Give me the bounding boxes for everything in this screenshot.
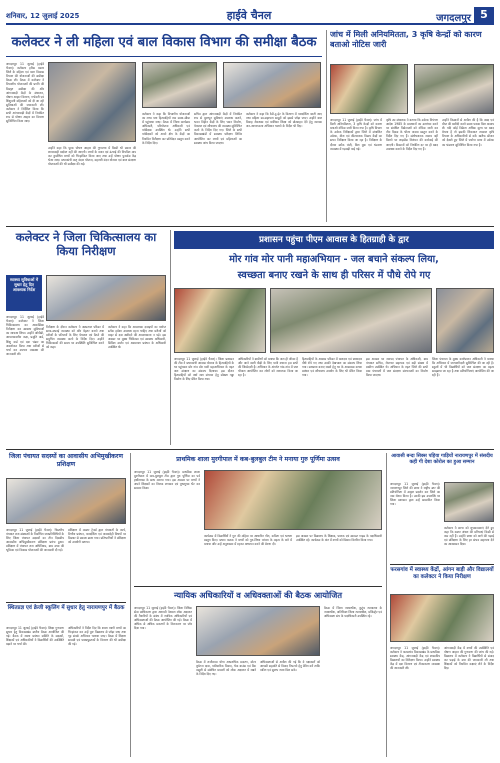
- s8-col3: अधिवक्ताओं से अपील की गई कि वे पक्षकारों को आपसी सहमति से विवाद निपटाने हेतु प्रेरित करें ताकि त्वरित एवं सुलभ न्याय मिल सके।: [260, 660, 320, 673]
- s7-col1: जगदलपुर 11 जुलाई (हाईवे चैनल)। शिक्षा गुणवत्ता सुधार हेतु विकासखंड स्तरीय बैठक आयोजित की गई। बैठक में शाला प्रबंधन समिति के सदस्यों, शिक्षकों एवं अधिकारियों ने विद्यार्थियों की उपस्थिति बढ़ाने पर चर्चा की।: [6, 626, 64, 647]
- s10-photo-inspection: [390, 594, 494, 642]
- column-divider: [170, 230, 171, 445]
- masthead: [6, 7, 494, 25]
- s6-col2: कार्यक्रम में विद्यार्थियों ने गुरु की महिमा पर आधारित गीत, कविता एवं भाषण प्रस्तुत किए। प्रधान पाठक ने बच्चों को गुरु-शिष्य परंपरा के महत्व के बारे में बताया और उन्हें अनुशासन में रहकर अध्ययन करने की प्रेरणा दी।: [204, 534, 292, 547]
- s8-headline: न्यायिक अधिकारियों व अधिवक्ताओं की बैठक आयोजित: [134, 586, 382, 602]
- column-divider: [130, 453, 131, 757]
- s4-col3: हितग्राहियों के आवास परिसर में फलदार एवं छायादार पौधे रोपे गए तथा उनकी देखभाल का संकल्प लिया गया। स्वच्छता बनाए रखने हेतु घर के आसपास कचरा प्रबंधन एवं शौचालय उपयोग के लिए भी प्रेरित किया गया।: [302, 357, 362, 378]
- s4-headline-line2: स्वच्छता बनाए रखने के साथ ही परिसर में पौधे रोपे गए: [237, 270, 431, 281]
- s1-col3: कलेक्टर ने कहा कि विभागीय योजनाओं का लाभ पात्र हितग्राहियों तक समय-सीमा में पहुंचाया जाए। बैठक में जिला कार्यक्रम अधिकारी, परियोजना अधिकारी एवं पर्यवेक्षक उपस्थित थे। उन्होंने सभी पर्यवेक्षकों को अपने क्षेत्र के केंद्रों का नियमित निरीक्षण कर प्रतिवेदन प्रस्तुत करने के निर्देश दिए।: [142, 112, 190, 145]
- s10-headline: फरसगांव में स्वास्थ्य केंद्रों, आंगन बाड़ी और विद्यालयों का कलेक्टर ने किया निरीक्षण: [390, 564, 494, 590]
- s8-col2: बैठक में राजीनामा योग्य आपराधिक प्रकरण, मोटर दुर्घटना दावा, पारिवारिक विवाद, चेक बाउंस एवं बैंक वसूली से संबंधित मामलों को लोक अदालत में रखने के निर्देश दिए गए।: [196, 660, 256, 677]
- s3-highlight-box: [6, 275, 42, 311]
- s3-photo-hospital: [46, 275, 166, 321]
- s3-col3: कलेक्टर ने कहा कि आवश्यक दवाइयों का पर्याप्त स्टॉक हमेशा उपलब्ध रहना चाहिए तथा मरीजों को बाहर से दवा खरीदने की आवश्यकता न पड़े। इस अवसर पर मुख्य चिकित्सा एवं स्वास्थ्य अधिकारी, सिविल सर्जन एवं अस्पताल प्रबंधन के अधिकारी उपस्थित थे।: [108, 325, 166, 350]
- s1-col5: कलेक्टर ने कहा कि रेडी-टू-ईट के वितरण में पारदर्शिता बरती जाए तथा महिला स्व-सहायता समूहों को इससे जोड़ा जाए। उन्होंने बाल विवाह रोकथाम एवं बालिका शिक्षा को प्रोत्साहन देने हेतु व्यापक जन-जागरूकता अभियान चलाने के निर्देश भी दिए।: [246, 112, 322, 129]
- s4-headline-line1: मोर गांव मोर पानी महाअभियान - जल बचाने संकल्प लिया,: [229, 254, 439, 265]
- s4-col1: जगदलपुर 11 जुलाई (हाईवे चैनल)। जिला प्रशासन की टीम ने प्रधानमंत्री आवास योजना के हितग्राहियों के घर पहुंचकर मोर गांव मोर पानी महाअभियान के तहत जल संरक्षण का संकल्प दिलाया। इस दौरान हितग्राहियों को वर्षा जल संचयन हेतु सोख्ता गड्ढा निर्माण के लिए प्रेरित किया गया।: [174, 357, 234, 382]
- s4-photo-awas: [270, 288, 432, 353]
- s9-photo-student: [444, 482, 494, 522]
- s1-photo-meeting: [48, 62, 136, 142]
- section-divider: [6, 449, 494, 450]
- s3-headline: कलेक्टर ने जिला चिकित्सालय का किया निरीक्षण: [15, 230, 157, 258]
- s3-col2: निरीक्षण के दौरान कलेक्टर ने अस्पताल परिसर में साफ-सफाई व्यवस्था को और बेहतर बनाने तथा मरीजों के परिजनों के लिए पेयजल एवं बैठने की समुचित व्यवस्था करने के निर्देश दिए। उन्होंने चिकित्सकों की समय पर उपस्थिति सुनिश्चित करने को कहा।: [46, 325, 104, 350]
- s5-col2: प्रशिक्षण में मास्टर ट्रेनर्स द्वारा पंचायतों के कार्य, वित्तीय प्रबंधन, पारदर्शिता एवं जवाबदेही विषयों पर विस्तार से प्रकाश डाला गया। प्रतिभागियों ने प्रशिक्षण को उपयोगी बताया।: [68, 528, 126, 545]
- city-name: जगदलपुर: [436, 13, 471, 24]
- s7-headline: स्थितप्रज्ञ एवं क्रेजी स्कूलिंग में सुधार हेतु नारायणपुर में बैठक: [6, 602, 126, 622]
- newspaper-name: हाईवे चैनल: [226, 9, 272, 22]
- s1-col4: सचिव द्वारा आंगनबाड़ी केंद्रों में नियमित रूप से मूलभूत सुविधाएं उपलब्ध कराने, भवन विहीन केंद्रों के लिए भवन निर्माण, पेयजल एवं शौचालय की व्यवस्था सुनिश्चित करने के निर्देश दिए गए। जिले के सभी विकासखंडों में स्वास्थ्य परीक्षण शिविर आयोजित कर बच्चों एवं महिलाओं का स्वास्थ्य जांच किया जाएगा।: [194, 112, 242, 145]
- s4-col2: अधिकारियों ने ग्रामीणों को बताया कि जल ही जीवन है और आने वाली पीढ़ी के लिए पानी बचाना हम सभी की जिम्मेदारी है। अभियान के अंतर्गत गांव-गांव में जल चौपाल आयोजित कर लोगों को जागरूक किया जा रहा है।: [238, 357, 298, 378]
- s2-col3: उन्होंने किसानों से अपील की है कि खाद एवं बीज की खरीदी करते समय पक्का बिल अवश्य लें। यदि कोई विक्रेता अधिक मूल्य पर खाद बेचता है तो इसकी शिकायत तत्काल कृषि विभाग के अधिकारियों से करें। खरीफ सीजन को देखते हुए जिले में पर्याप्त मात्रा में उर्वरक का भंडारण सुनिश्चित किया गया है।: [442, 118, 494, 147]
- s1-col1: जगदलपुर 11 जुलाई (हाईवे चैनल)। कलेक्टर हरिस बस्तर जिले के महिला एवं बाल विकास विभाग की योजनाओं की समीक्षा बैठक ली। बैठक में कलेक्टर ने विभागीय योजनाओं की प्रगति की विस्तृत समीक्षा की और आंगनबाड़ी केंद्रों के संचालन, पोषण आहार वितरण, गर्भवती एवं शिशुवती महिलाओं को दी जा रही सुविधाओं की जानकारी ली। कलेक्टर ने निर्देशित किया कि सभी आंगनबाड़ी केंद्रों में नियमित रूप से पोषण आहार का वितरण सुनिश्चित किया जाए।: [6, 62, 44, 124]
- column-divider: [386, 453, 387, 757]
- column-divider: [326, 30, 327, 222]
- s9-col2: कलेक्टर ने छात्रा को शुभकामनाएं देते हुए कहा कि बस्तर अंचल की प्रतिभाएं किसी से कम नहीं हैं। उन्होंने छात्रा को आगे की पढ़ाई एवं प्रशिक्षण के लिए हर संभव सहायता देने का आश्वासन दिया।: [444, 526, 494, 547]
- section-divider: [6, 226, 494, 227]
- s2-headline: जांच में मिली अनियमितता, 3 कृषि केन्द्रों को कारण बताओ नोटिस जारी: [330, 30, 482, 49]
- s6-col3: इस अवसर पर विद्यालय के शिक्षक, पालक एवं स्काउट गाइड के पदाधिकारी उपस्थित रहे। कार्यक्रम के अंत में बच्चों को मिष्ठान वितरित किया गया।: [296, 534, 382, 543]
- s4-photo-plantation: [174, 288, 266, 353]
- s6-photo-students: [204, 470, 382, 530]
- s4-col5: जिला पंचायत के मुख्य कार्यपालन अधिकारी ने बताया कि अभियान में जनभागीदारी सुनिश्चित की जा रही है। स्कूलों में भी विद्यार्थियों को जल संरक्षण का महत्व समझाया जा रहा है तथा प्रतियोगिताएं आयोजित की जा रही हैं।: [432, 357, 494, 378]
- s9-col1: जगदलपुर 11 जुलाई (हाईवे चैनल)। नारायणपुर जिले की छात्रा ने राष्ट्रीय स्तर की प्रतियोगिता में उत्कृष्ट प्रदर्शन कर जिले का नाम रोशन किया है। उनकी इस उपलब्धि पर जिला प्रशासन द्वारा उन्हें सम्मानित किया गया।: [390, 482, 440, 507]
- s2-col2: कृषि उप संचालक ने बताया कि उर्वरक नियंत्रण आदेश 1985 के प्रावधानों का उल्लंघन करने पर संबंधित विक्रेताओं को नोटिस जारी कर तीन दिवस के भीतर जवाब प्रस्तुत करने के निर्देश दिए गए हैं। संतोषजनक जवाब नहीं मिलने पर लाइसेंस निलंबन की कार्रवाई की जाएगी। किसानों को निर्धारित दर पर ही खाद उपलब्ध कराने के निर्देश दिए गए हैं।: [386, 118, 438, 151]
- s1-photo-meeting-3: [223, 62, 321, 108]
- s4-kicker: प्रशासन पहुंचा पीएम आवास के हितग्राही के द्वार: [174, 231, 494, 249]
- s4-photo-officials: [436, 288, 494, 353]
- s2-photo-inspection-1: [330, 64, 408, 114]
- s5-photo-training: [6, 478, 126, 524]
- s1-col2: उन्होंने कहा कि पूरक पोषण आहार की गुणवत्ता में किसी भी प्रकार की लापरवाही बर्दाश्त नहीं की जाएगी। बच्चों के वजन एवं ऊंचाई की नियमित माप कर कुपोषित बच्चों को चिन्हांकित किया जाए तथा उन्हें पोषण पुनर्वास केंद्र भेजा जाए। प्रधानमंत्री मातृ वंदना योजना, महतारी वंदन योजना एवं बाल संरक्षण योजनाओं की भी समीक्षा की गई।: [48, 146, 136, 167]
- s2-col1: जगदलपुर 11 जुलाई (हाईवे चैनल)। जांच में मिली अनियमितता, 3 कृषि केन्द्रों को कारण बताओ नोटिस जारी किया गया है। कृषि विभाग के उर्वरक निरीक्षकों द्वारा जिले में संचालित उर्वरक, बीज एवं कीटनाशक विक्रय केंद्रों का सघन निरीक्षण किया जा रहा है। निरीक्षण के दौरान स्टॉक पंजी, बिल बुक एवं भंडारण व्यवस्था में गड़बड़ी पाई गई।: [330, 118, 382, 151]
- s6-headline: प्राथमिक शाला मुरगीपाल में कब-बुलबुल टीम ने मनाया गुरु पूर्णिमा उत्सव: [176, 456, 340, 463]
- s1-photo-meeting-2: [142, 62, 217, 108]
- s6-col1: जगदलपुर 11 जुलाई (हाईवे चैनल)। प्राथमिक शाला मुरगीपाल में कब-बुलबुल टीम द्वारा गुरु पूर्णिमा का पर्व हर्षोल्लास के साथ मनाया गया। इस अवसर पर बच्चों ने अपने शिक्षकों का तिलक लगाकर एवं पुष्पगुच्छ भेंट कर सम्मान किया।: [134, 470, 200, 491]
- s8-col1: जगदलपुर 11 जुलाई (हाईवे चैनल)। जिला विधिक सेवा प्राधिकरण द्वारा आगामी नेशनल लोक अदालत की तैयारियों के संबंध में न्यायिक अधिकारियों एवं अधिवक्ताओं की बैठक आयोजित की गई। बैठक में अधिक से अधिक प्रकरणों के निराकरण पर जोर दिया गया।: [134, 606, 192, 631]
- s5-col1: जगदलपुर 11 जुलाई (हाईवे चैनल)। त्रिस्तरीय पंचायत राज संस्थाओं के निर्वाचित जनप्रतिनिधियों के लिए जिला पंचायत सदस्यों का तीन दिवसीय आवासीय अभिमुखीकरण प्रशिक्षण प्रारंभ हुआ। प्रशिक्षण में पंचायत राज अधिनियम, ग्राम सभा की भूमिका एवं विकास योजनाओं की जानकारी दी गई।: [6, 528, 64, 553]
- s3-highlight-text: स्वास्थ्य सुविधाओं में सुधार हेतु दिए आवश्यक निर्देश: [9, 277, 39, 292]
- s8-col4: बैठक में जिला न्यायाधीश, कुटुंब न्यायालय के न्यायाधीश, अतिरिक्त जिला न्यायाधीश, मजिस्ट्रेट एवं अधिवक्ता संघ के पदाधिकारी उपस्थित रहे।: [324, 606, 382, 619]
- s8-photo-meeting: [196, 606, 320, 656]
- issue-date: शनिवार, 12 जुलाई 2025: [6, 12, 80, 20]
- s9-headline: आवासी बन्दा सिक्स पहिया गाड़ियों नारायणपुर में संसदीय कही गी देशा कोरोल का हुआ सम्मान: [391, 453, 493, 466]
- s3-col1: जगदलपुर 11 जुलाई (हाईवे चैनल)। कलेक्टर ने जिला चिकित्सालय का आकस्मिक निरीक्षण कर स्वास्थ्य सुविधाओं का जायजा लिया। उन्होंने ओपीडी, आपातकालीन कक्ष, प्रसूति वार्ड, शिशु वार्ड एवं दवा भंडार का अवलोकन किया तथा मरीजों से चर्चा कर उपचार व्यवस्था की जानकारी ली।: [6, 315, 44, 356]
- page-number: 5: [474, 7, 494, 23]
- s1-headline: कलेक्टर ने ली महिला एवं बाल विकास विभाग की समीक्षा बैठक: [6, 29, 322, 57]
- s7-col2: अधिकारियों ने निर्देश दिए कि शाला त्यागी बच्चों का चिन्हांकन कर उन्हें पुनः विद्यालय से जोड़ा जाए तथा गृह संपर्क अभियान चलाया जाए। बैठक में शिक्षण सामग्री एवं पाठ्यपुस्तकों के वितरण की भी समीक्षा की गई।: [68, 626, 126, 647]
- s2-photo-inspection-2: [414, 64, 494, 114]
- s5-headline: जिला पंचायत सदस्यों का आवासीय अभिमुखीकरण प्रशिक्षण: [9, 453, 123, 468]
- s4-col4: इस अवसर पर जनपद पंचायत के अधिकारी, ग्राम पंचायत सचिव, रोजगार सहायक एवं बड़ी संख्या में ग्रामीण उपस्थित थे। अभियान के तहत जिले की सभी ग्राम पंचायतों में जल संरक्षण संरचनाओं का निर्माण किया जाएगा।: [366, 357, 428, 378]
- s10-col2: आंगनबाड़ी केंद्र में बच्चों की उपस्थिति एवं पोषण आहार की गुणवत्ता की जांच की गई। विद्यालय में कलेक्टर ने विद्यार्थियों से संवाद कर पढ़ाई के स्तर की जानकारी ली तथा शिक्षकों को नियमित कक्षाएं लेने के निर्देश दिए।: [444, 646, 494, 671]
- s10-col1: जगदलपुर 11 जुलाई (हाईवे चैनल)। कलेक्टर ने फरसगांव विकासखंड के प्राथमिक स्वास्थ्य केंद्र, आंगनबाड़ी केंद्र एवं शासकीय विद्यालयों का निरीक्षण किया। उन्होंने स्वास्थ्य केंद्र में दवा वितरण एवं टीकाकरण व्यवस्था की जानकारी ली।: [390, 646, 440, 671]
